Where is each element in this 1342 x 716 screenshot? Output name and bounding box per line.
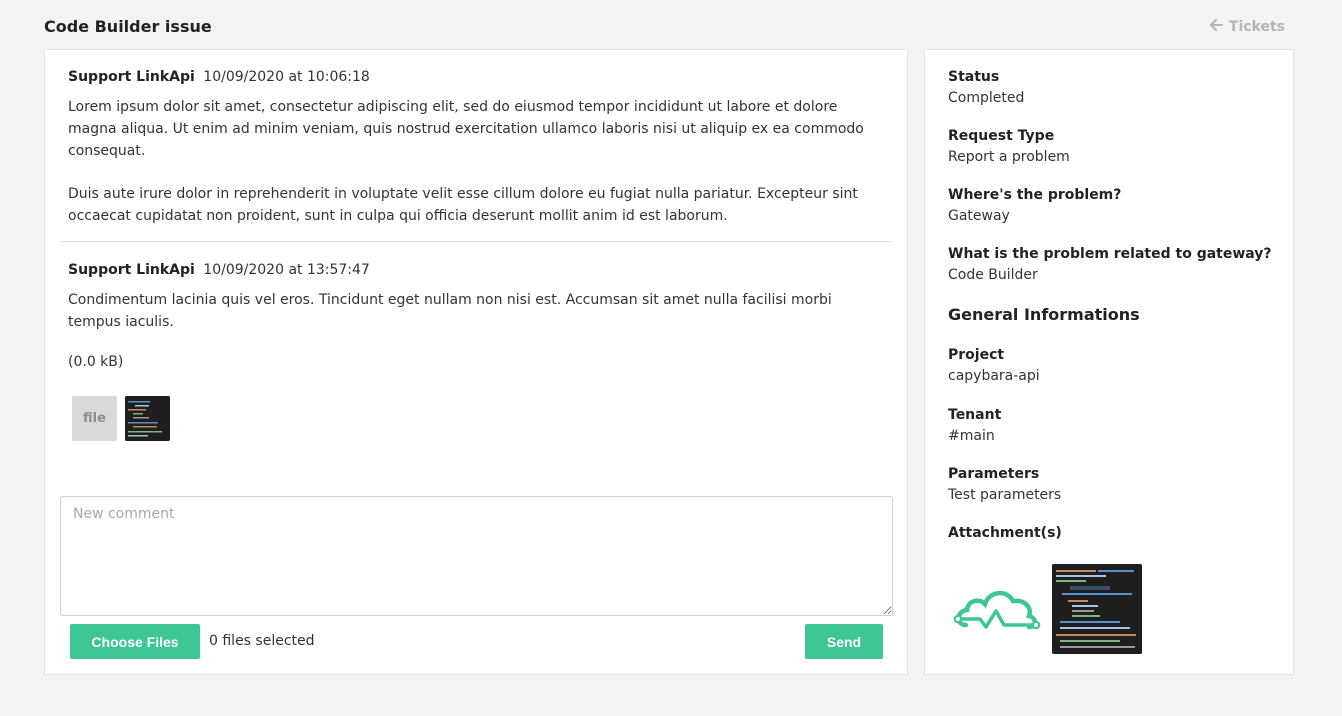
comment-divider [60,241,892,242]
detail-value: Code Builder [948,267,1038,283]
detail-label: Parameters [948,466,1040,482]
image-attachment-thumbnail[interactable] [1052,564,1142,654]
detail-label: Tenant [948,407,1002,423]
comment-paragraph: Condimentum lacinia quis vel eros. Tincidunt eget nullam non nisi est. Accumsan sit amet nulla facilisi morbi tempus iaculis. [68,292,832,330]
detail-attachments [948,524,1062,542]
file-size: (0.0 kB) [68,354,124,370]
detail-value: Completed [948,90,1025,106]
attachments-label: Attachment(s) [948,525,1062,541]
comment-paragraph: Lorem ipsum dolor sit amet, consectetur adipiscing elit, sed do eiusmod tempor incididunt ut labore et dolore magna aliqua. Ut enim ad minim veniam, quis nostrud exercitation ullamco laboris nisi ut aliquip ex ea commodo consequat. [68,99,864,159]
page-title: Code Builder issue [44,17,212,36]
comment-paragraph: Duis aute irure dolor in reprehenderit in voluptate velit esse cillum dolore eu fugiat nulla pariatur. Excepteur sint occaecat cupidatat non proident, sunt in culpa qui officia deserunt mollit anim id est laborum. [68,186,858,224]
ticket-details-panel [924,49,1294,675]
comments-panel [44,49,908,675]
comment [68,68,888,248]
detail-value: #main [948,428,995,444]
back-to-tickets-link[interactable] [1209,18,1285,36]
detail-label: Where's the problem? [948,187,1122,203]
comment-author: Support LinkApi [68,262,195,278]
comment-attachments [72,396,170,441]
arrow-left-icon [1209,18,1223,36]
attachments-list [952,564,1142,654]
file-attachment[interactable]: file [72,396,117,441]
detail-tenant [948,406,1001,445]
detail-value: Test parameters [948,487,1062,503]
detail-value: Gateway [948,208,1010,224]
detail-project [948,346,1040,385]
send-button[interactable]: Send [805,624,883,659]
detail-label: Project [948,347,1005,363]
detail-request-type [948,127,1070,166]
comment [68,261,888,354]
comment-author: Support LinkApi [68,69,195,85]
comment-date: 10/09/2020 at 10:06:18 [203,69,370,85]
files-selected-status: 0 files selected [209,633,315,649]
detail-parameters [948,465,1061,504]
detail-status [948,68,1024,107]
comment-body [68,96,888,227]
new-comment-input[interactable] [60,496,893,616]
detail-label: Status [948,69,1000,85]
detail-problem-location [948,186,1121,225]
comment-date: 10/09/2020 at 13:57:47 [203,262,370,278]
back-link-label: Tickets [1228,19,1285,35]
detail-value: capybara-api [948,368,1040,384]
comment-body [68,289,888,333]
detail-label: Request Type [948,128,1055,144]
cloud-logo-icon[interactable] [952,581,1042,637]
detail-value: Report a problem [948,149,1070,165]
general-informations-title: General Informations [948,305,1140,324]
detail-label: What is the problem related to gateway? [948,246,1272,262]
image-attachment-thumbnail[interactable] [125,396,170,441]
choose-files-button[interactable]: Choose Files [70,624,200,659]
detail-problem-related [948,245,1272,284]
